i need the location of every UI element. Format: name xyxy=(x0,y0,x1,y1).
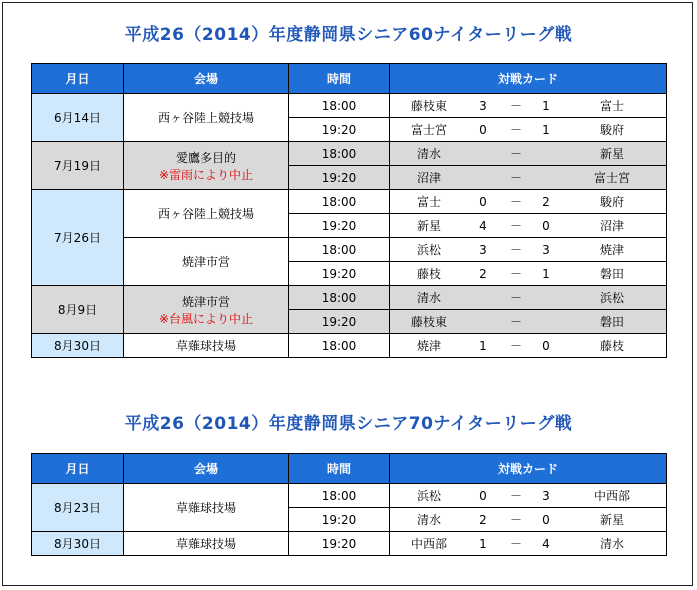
home-score: 0 xyxy=(479,488,487,503)
time-cell: 18:00 xyxy=(289,190,390,214)
date-cell: 7月19日 xyxy=(32,142,124,190)
score-separator: － xyxy=(509,99,522,113)
score-separator: － xyxy=(509,171,522,185)
home-team: 浜松 xyxy=(416,243,441,257)
date-cell: 8月23日 xyxy=(32,484,124,532)
score-separator: － xyxy=(509,489,522,503)
away-team: 藤枝 xyxy=(599,339,624,353)
home-score: 2 xyxy=(479,266,487,281)
away-team: 磐田 xyxy=(599,315,624,329)
header-match: 対戦カード xyxy=(390,64,667,94)
home-team: 中西部 xyxy=(410,537,447,551)
table-header-row xyxy=(32,454,667,484)
score-separator: － xyxy=(509,219,522,233)
time-cell: 18:00 xyxy=(289,238,390,262)
away-team: 新星 xyxy=(599,147,624,161)
venue-cell: 焼津市営 xyxy=(124,238,289,286)
match-cell xyxy=(390,508,667,532)
date-cell: 6月14日 xyxy=(32,94,124,142)
away-team: 駿府 xyxy=(599,123,624,137)
time-cell: 19:20 xyxy=(289,310,390,334)
header-venue: 会場 xyxy=(124,454,289,484)
date-cell: 7月26日 xyxy=(32,190,124,286)
home-team: 藤枝 xyxy=(416,267,441,281)
away-score: 1 xyxy=(542,98,550,113)
cancel-note: ※雷雨により中止 xyxy=(158,167,254,182)
home-team: 焼津 xyxy=(416,339,441,353)
cancel-note: ※台風により中止 xyxy=(158,311,254,326)
match-cell xyxy=(390,484,667,508)
score-separator: － xyxy=(509,315,522,329)
header-time: 時間 xyxy=(289,454,390,484)
home-score: 1 xyxy=(479,338,487,353)
time-cell: 19:20 xyxy=(289,508,390,532)
date-cell: 8月30日 xyxy=(32,532,124,556)
time-cell: 19:20 xyxy=(289,262,390,286)
away-team: 駿府 xyxy=(599,195,624,209)
home-score: 1 xyxy=(479,536,487,551)
away-team: 富士 xyxy=(599,99,624,113)
header-date: 月日 xyxy=(32,64,124,94)
away-score: 4 xyxy=(542,536,550,551)
time-cell: 19:20 xyxy=(289,118,390,142)
time-cell: 18:00 xyxy=(289,286,390,310)
home-score: 3 xyxy=(479,242,487,257)
match-cell xyxy=(390,166,667,190)
score-separator: － xyxy=(509,291,522,305)
table-row xyxy=(32,334,667,358)
home-score: 2 xyxy=(479,512,487,527)
match-cell xyxy=(390,214,667,238)
home-team: 新星 xyxy=(416,219,441,233)
table-row xyxy=(32,484,667,508)
away-score: 1 xyxy=(542,266,550,281)
away-team: 浜松 xyxy=(599,291,624,305)
date-cell: 8月30日 xyxy=(32,334,124,358)
venue-cell xyxy=(124,286,289,334)
match-cell xyxy=(390,190,667,214)
home-score: 0 xyxy=(479,122,487,137)
table-header-row xyxy=(32,64,667,94)
venue-cell: 草薙球技場 xyxy=(124,484,289,532)
match-cell xyxy=(390,118,667,142)
time-cell: 19:20 xyxy=(289,166,390,190)
home-team: 富士 xyxy=(416,195,441,209)
date-cell: 8月9日 xyxy=(32,286,124,334)
table-row xyxy=(32,142,667,166)
away-score: 0 xyxy=(542,512,550,527)
score-separator: － xyxy=(509,537,522,551)
score-separator: － xyxy=(509,513,522,527)
venue-cell: 西ヶ谷陸上競技場 xyxy=(124,190,289,238)
home-team: 清水 xyxy=(416,513,441,527)
match-cell xyxy=(390,310,667,334)
score-separator: － xyxy=(509,339,522,353)
venue-cell xyxy=(124,142,289,190)
score-separator: － xyxy=(509,147,522,161)
away-team: 焼津 xyxy=(599,243,624,257)
away-score: 3 xyxy=(542,242,550,257)
away-team: 新星 xyxy=(599,513,624,527)
away-team: 沼津 xyxy=(599,219,624,233)
venue-name: 愛鷹多目的 xyxy=(175,150,236,165)
header-venue: 会場 xyxy=(124,64,289,94)
time-cell: 18:00 xyxy=(289,94,390,118)
home-score: 0 xyxy=(479,194,487,209)
header-match: 対戦カード xyxy=(390,454,667,484)
league60-title: 平成26（2014）年度静岡県シニア60ナイターリーグ戦 xyxy=(124,25,573,45)
home-team: 沼津 xyxy=(416,171,441,185)
away-score: 1 xyxy=(542,122,550,137)
match-cell xyxy=(390,334,667,358)
time-cell: 18:00 xyxy=(289,142,390,166)
home-team: 清水 xyxy=(416,147,441,161)
home-team: 富士宮 xyxy=(410,123,447,137)
away-score: 3 xyxy=(542,488,550,503)
match-cell xyxy=(390,238,667,262)
league60-table xyxy=(31,63,667,358)
table-row xyxy=(32,190,667,214)
venue-name: 焼津市営 xyxy=(181,294,230,309)
time-cell: 19:20 xyxy=(289,532,390,556)
table-row xyxy=(32,94,667,118)
score-separator: － xyxy=(509,195,522,209)
match-cell xyxy=(390,262,667,286)
table-row xyxy=(32,286,667,310)
score-separator: － xyxy=(509,243,522,257)
away-score: 2 xyxy=(542,194,550,209)
venue-cell: 草薙球技場 xyxy=(124,334,289,358)
away-score: 0 xyxy=(542,338,550,353)
match-cell xyxy=(390,142,667,166)
table-row xyxy=(32,532,667,556)
away-team: 中西部 xyxy=(593,489,630,503)
home-team: 浜松 xyxy=(416,489,441,503)
match-cell xyxy=(390,94,667,118)
league70-table xyxy=(31,453,667,556)
score-separator: － xyxy=(509,267,522,281)
home-team: 藤枝東 xyxy=(410,99,447,113)
home-team: 藤枝東 xyxy=(410,315,447,329)
time-cell: 18:00 xyxy=(289,334,390,358)
time-cell: 19:20 xyxy=(289,214,390,238)
home-score: 4 xyxy=(479,218,487,233)
table-row xyxy=(32,238,667,262)
match-cell xyxy=(390,532,667,556)
score-separator: － xyxy=(509,123,522,137)
venue-cell: 草薙球技場 xyxy=(124,532,289,556)
league70-title: 平成26（2014）年度静岡県シニア70ナイターリーグ戦 xyxy=(124,414,573,434)
away-team: 清水 xyxy=(599,537,624,551)
home-team: 清水 xyxy=(416,291,441,305)
home-score: 3 xyxy=(479,98,487,113)
header-time: 時間 xyxy=(289,64,390,94)
away-team: 富士宮 xyxy=(593,171,630,185)
venue-cell: 西ヶ谷陸上競技場 xyxy=(124,94,289,142)
time-cell: 18:00 xyxy=(289,484,390,508)
header-date: 月日 xyxy=(32,454,124,484)
match-cell xyxy=(390,286,667,310)
away-team: 磐田 xyxy=(599,267,624,281)
away-score: 0 xyxy=(542,218,550,233)
